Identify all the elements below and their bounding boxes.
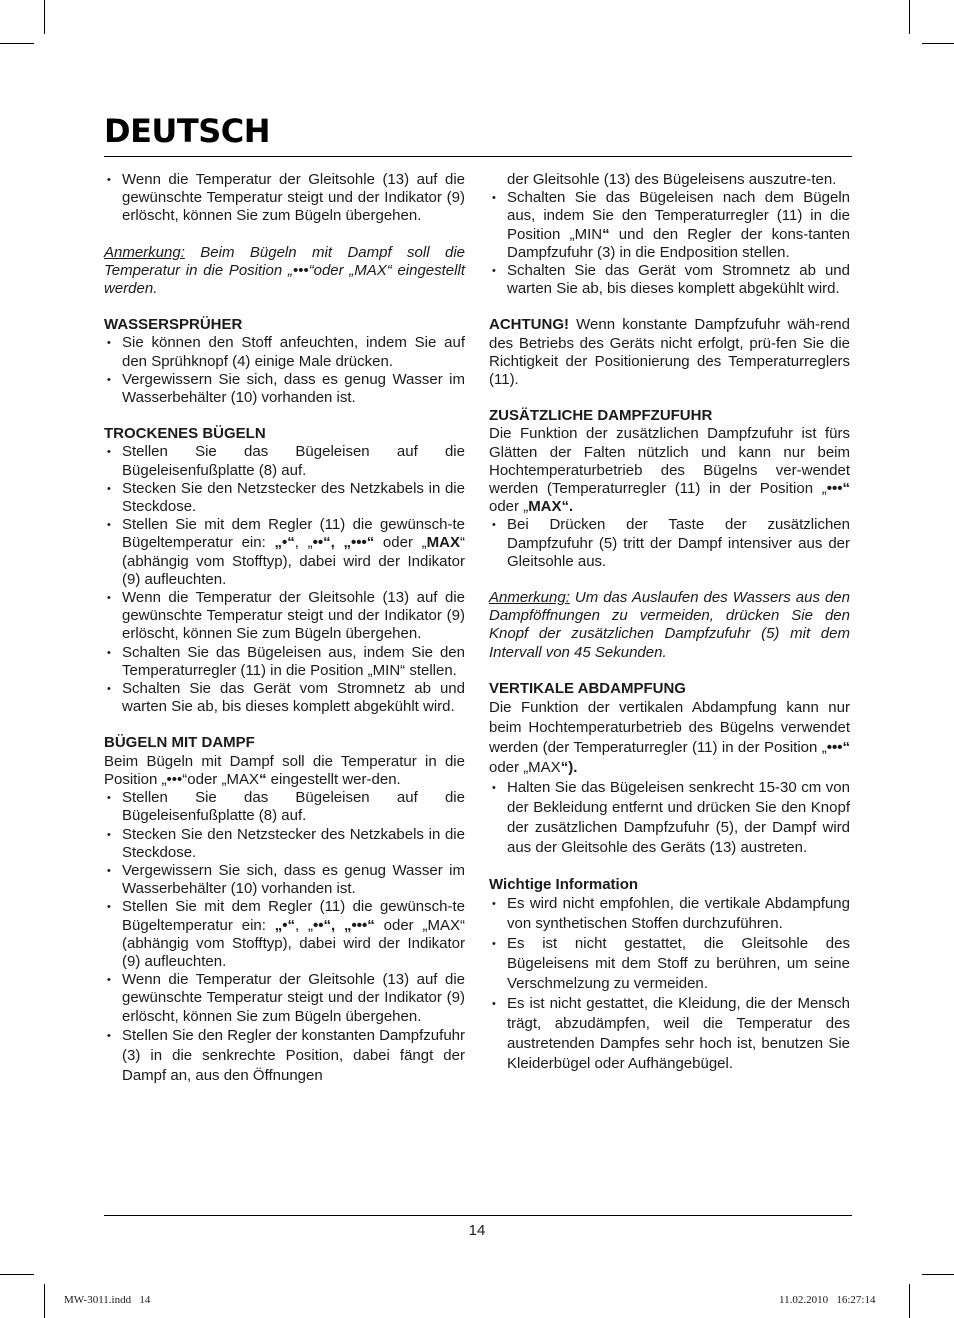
- crop-mark: [922, 1274, 954, 1275]
- header-rule: [104, 156, 852, 157]
- list-item: • Halten Sie das Bügeleisen senkrecht 15-30 cm von der Bekleidung entfernt und drücken Sie den Knopf der zusätzlichen Dampfzufuhr (5), der Dampf wird aus der Gleitsohle des Geräts (13) austreten.: [489, 778, 850, 858]
- note-text: Beim Bügeln mit Dampf soll die Temperatur in die Position „•••“oder „MAX“ eingestellt werden.: [104, 243, 465, 298]
- list-item: • Wenn die Temperatur der Gleitsohle (13) auf die gewünschte Temperatur steigt und der Indikator (9) erlöscht, können Sie zum Bügeln übergehen.: [104, 971, 465, 1026]
- list-item: • Stellen Sie den Regler der konstanten Dampfzufuhr (3) in die senkrechte Position, dabei fängt der Dampf an, aus den Öffnungen: [104, 1026, 465, 1086]
- crop-mark: [44, 0, 45, 34]
- list-item: • Schalten Sie das Bügeleisen nach dem Bügeln aus, indem Sie den Temperaturregler (11) in die Position „MIN“ und den Regler der kons-tanten Dampfzufuhr (3) in die Endposition stellen.: [489, 189, 850, 262]
- crop-mark: [44, 1284, 45, 1318]
- crop-mark: [922, 43, 954, 44]
- paragraph: Beim Bügeln mit Dampf soll die Temperatur in die Position „•••“oder „MAX“ eingestellt wer-den.: [104, 752, 465, 788]
- footer-rule: [104, 1215, 852, 1216]
- section-heading: BÜGELN MIT DAMPF: [104, 734, 255, 752]
- list-item: • Schalten Sie das Gerät vom Stromnetz ab und warten Sie ab, bis dieses komplett abgekühlt wird.: [489, 262, 850, 298]
- right-column: [489, 171, 850, 1074]
- note-label: Anmerkung:: [104, 243, 185, 261]
- zusatz-list: [489, 516, 850, 571]
- dampf-list: [104, 789, 465, 1086]
- list-item: • Es ist nicht gestattet, die Kleidung, die der Mensch trägt, abzudämpfen, weil die Temperatur des austretenden Dampfes sehr hoch ist, benutzen Sie Kleiderbügel oder Aufhängebügel.: [489, 994, 850, 1074]
- note: [489, 589, 850, 662]
- section-heading: ZUSÄTZLICHE DAMPFZUFUHR: [489, 407, 713, 425]
- list-item: • Stecken Sie den Netzstecker des Netzkabels in die Steckdose.: [104, 480, 465, 516]
- list-item: • Wenn die Temperatur der Gleitsohle (13) auf die gewünschte Temperatur steigt und der Indikator (9) erlöscht, können Sie zum Bügeln übergehen.: [104, 589, 465, 644]
- section-heading: Wichtige Information: [489, 876, 639, 894]
- section-heading: WASSERSPRÜHER: [104, 316, 243, 334]
- warning: [489, 316, 850, 389]
- list-item: • Vergewissern Sie sich, dass es genug Wasser im Wasserbehälter (10) vorhanden ist.: [104, 371, 465, 407]
- crop-mark: [0, 43, 34, 44]
- paragraph: Die Funktion der zusätzlichen Dampfzufuhr ist fürs Glätten der Falten nützlich und kann nur beim Hochtemperaturbetrieb des Bügelns ver-wendet werden (Temperaturregler (11) in der Position „•••“ oder „MAX“.: [489, 425, 850, 516]
- vertikal-list: [489, 778, 850, 858]
- list-item: • Es wird nicht empfohlen, die vertikale Abdampfung von synthetischen Stoffen durchzuführen.: [489, 894, 850, 934]
- wichtig-list: [489, 894, 850, 1074]
- list-item: • Schalten Sie das Bügeleisen aus, indem Sie den Temperaturregler (11) in die Position „MIN“ stellen.: [104, 644, 465, 680]
- list-item: • Stellen Sie mit dem Regler (11) die gewünsch-te Bügeltemperatur ein: „•“, „••“, „•••“ oder „MAX“ (abhängig vom Stofftyp), dabei wird der Indikator (9) aufleuchten.: [104, 898, 465, 971]
- print-timestamp: 11.02.2010 16:27:14: [779, 1294, 876, 1306]
- list-item: • Stellen Sie das Bügeleisen auf die Bügeleisenfußplatte (8) auf.: [104, 789, 465, 825]
- crop-mark: [909, 0, 910, 34]
- section-heading: TROCKENES BÜGELN: [104, 425, 266, 443]
- page-number: 14: [468, 1222, 486, 1239]
- note-text: Um das Auslaufen des Wassers aus den Dampföffnungen zu vermeiden, drücken Sie den Knopf der zusätzlichen Dampfzufuhr (5) mit dem Intervall von 45 Sekunden.: [489, 589, 850, 661]
- intro-list: [104, 171, 465, 226]
- warning-text: Wenn konstante Dampfzufuhr wäh-rend des Betriebs des Geräts nicht erfolgt, prü-fen Sie die Richtigkeit der Positionierung des Temperaturreglers (11).: [489, 316, 850, 389]
- continued-list: [489, 189, 850, 298]
- wasser-list: [104, 334, 465, 407]
- section-heading: VERTIKALE ABDAMPFUNG: [489, 679, 686, 697]
- list-item: • Wenn die Temperatur der Gleitsohle (13) auf die gewünschte Temperatur steigt und der Indikator (9) erlöscht, können Sie zum Bügeln übergehen.: [104, 171, 465, 226]
- file-slug: MW-3011.indd 14: [64, 1294, 151, 1306]
- note: [104, 244, 465, 299]
- note-label: Anmerkung:: [489, 589, 570, 607]
- warning-label: ACHTUNG!: [489, 316, 569, 334]
- trocken-list: [104, 443, 465, 716]
- list-item: • Vergewissern Sie sich, dass es genug Wasser im Wasserbehälter (10) vorhanden ist.: [104, 862, 465, 898]
- page-title: DEUTSCH: [104, 112, 271, 150]
- list-item: • Stecken Sie den Netzstecker des Netzkabels in die Steckdose.: [104, 826, 465, 862]
- left-column: [104, 171, 465, 1086]
- crop-mark: [909, 1284, 910, 1318]
- crop-mark: [0, 1274, 34, 1275]
- continued-text: der Gleitsohle (13) des Bügeleisens auszutre-ten.: [507, 171, 837, 188]
- list-item: • Stellen Sie das Bügeleisen auf die Bügeleisenfußplatte (8) auf.: [104, 443, 465, 479]
- list-item: • Bei Drücken der Taste der zusätzlichen Dampfzufuhr (5) tritt der Dampf intensiver aus der Gleitsohle aus.: [489, 516, 850, 571]
- list-item: • Stellen Sie mit dem Regler (11) die gewünsch-te Bügeltemperatur ein: „•“, „••“, „•••“ oder „MAX“ (abhängig vom Stofftyp), dabei wird der Indikator (9) aufleuchten.: [104, 516, 465, 589]
- list-item: • Es ist nicht gestattet, die Gleitsohle des Bügeleisens mit dem Stoff zu berühren, um seine Verschmelzung zu vermeiden.: [489, 934, 850, 994]
- list-item: • Sie können den Stoff anfeuchten, indem Sie auf den Sprühknopf (4) einige Male drücken.: [104, 334, 465, 370]
- paragraph: Die Funktion der vertikalen Abdampfung kann nur beim Hochtemperaturbetrieb des Bügelns verwendet werden (der Temperaturregler (11) in der Position „•••“ oder „MAX“).: [489, 699, 850, 777]
- list-item: • Schalten Sie das Gerät vom Stromnetz ab und warten Sie ab, bis dieses komplett abgekühlt wird.: [104, 680, 465, 716]
